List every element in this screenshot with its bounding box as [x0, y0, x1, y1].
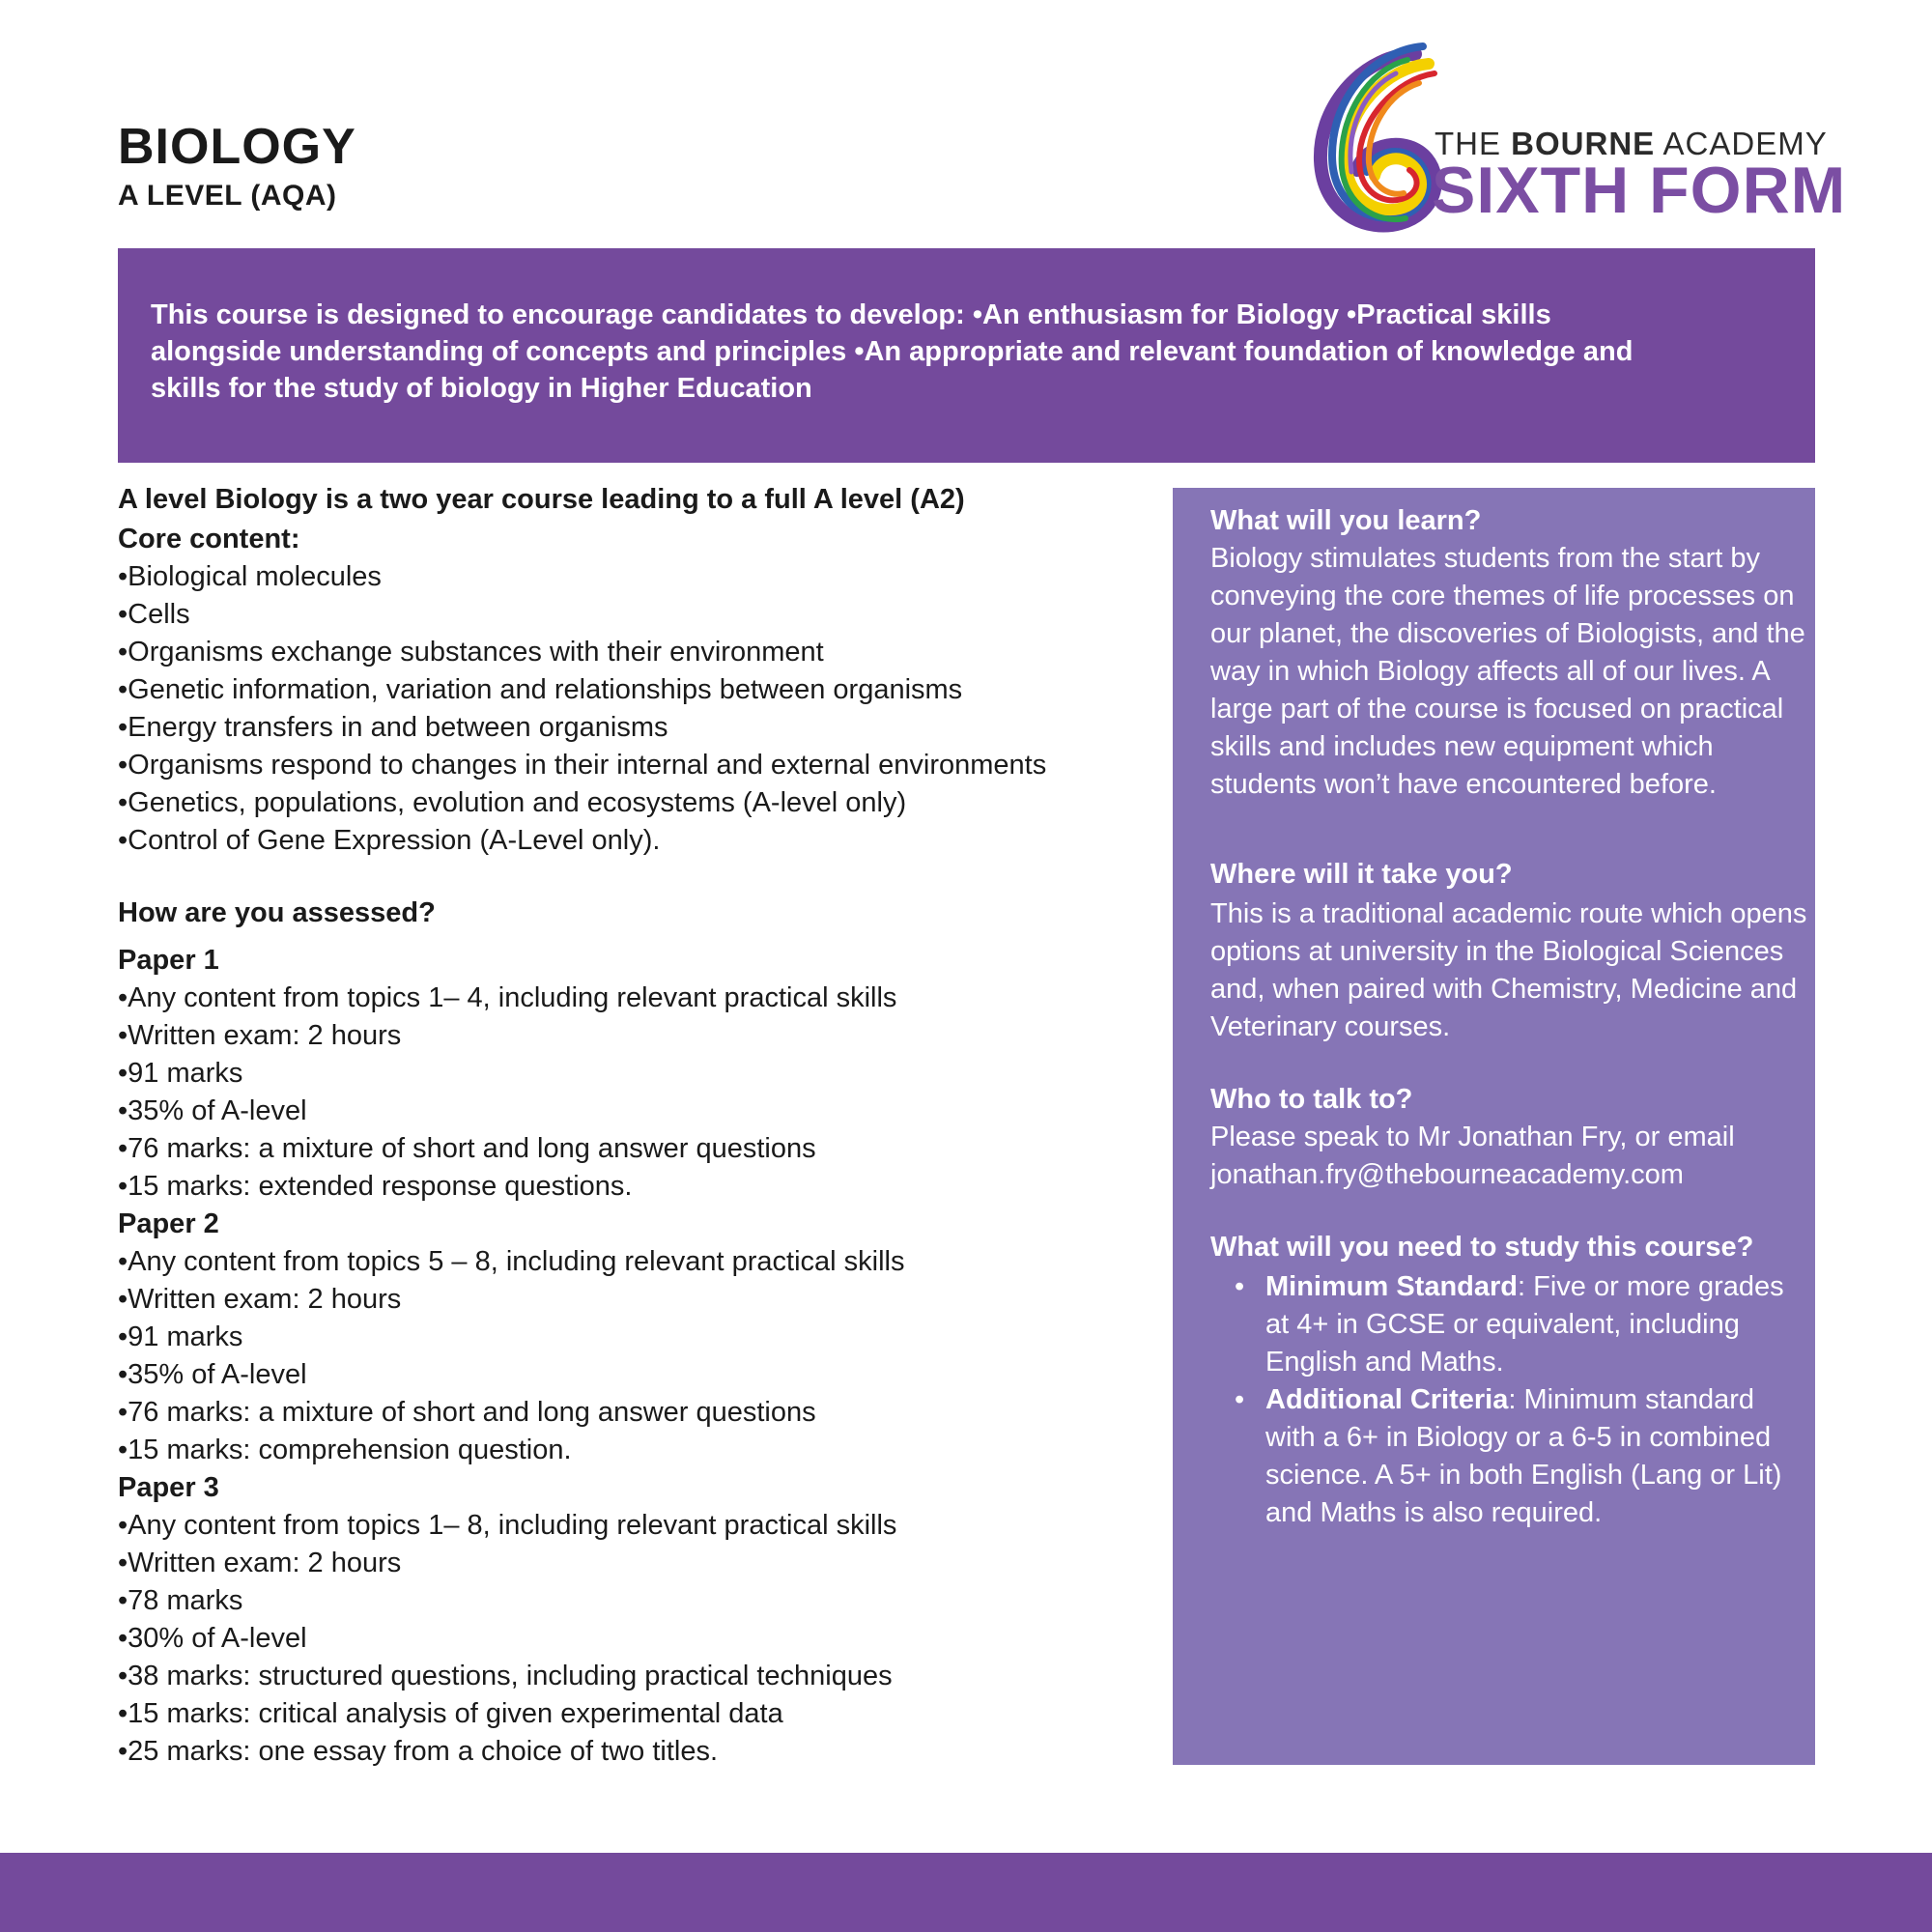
- list-item: • Minimum Standard: Five or more grades at 4+ in GCSE or equivalent, including English and Maths.: [1265, 1268, 1809, 1381]
- paper-3-section: [118, 1469, 1161, 1771]
- list-item: •Biological molecules: [118, 561, 382, 592]
- list-item: •15 marks: extended response questions.: [118, 1171, 633, 1202]
- contact-section: [1210, 1081, 1809, 1194]
- core-content-heading: Core content:: [118, 524, 300, 554]
- logo-academy-name: THE BOURNE ACADEMY: [1435, 126, 1828, 161]
- bullet-icon: •: [1235, 1271, 1245, 1302]
- paper-title: Paper 3: [118, 1472, 219, 1503]
- list-item: •38 marks: structured questions, including practical techniques: [118, 1661, 893, 1691]
- contact-heading: Who to talk to?: [1210, 1084, 1413, 1115]
- list-item: •35% of A-level: [118, 1359, 307, 1390]
- list-item: •Any content from topics 1– 4, including relevant practical skills: [118, 982, 897, 1013]
- learn-section: [1210, 502, 1809, 804]
- info-sidebar: [1173, 488, 1815, 1765]
- paper-title: Paper 2: [118, 1208, 219, 1239]
- list-item: •76 marks: a mixture of short and long answer questions: [118, 1397, 816, 1428]
- list-item: •Energy transfers in and between organisms: [118, 712, 668, 743]
- list-item: •Organisms respond to changes in their internal and external environments: [118, 750, 1047, 781]
- list-item: • Additional Criteria: Minimum standard with a 6+ in Biology or a 6-5 in combined science. A 5+ in both English (Lang or Lit) and Maths is also required.: [1265, 1381, 1809, 1532]
- list-item: •Control of Gene Expression (A-Level only).: [118, 825, 661, 856]
- footer-bar: [0, 1853, 1932, 1932]
- course-details: [118, 481, 1161, 1771]
- contact-email-link[interactable]: jonathan.fry@thebourneacademy.com: [1210, 1159, 1684, 1190]
- learn-text: Biology stimulates students from the start by conveying the core themes of life processes on our planet, the discoveries of Biologists, and the way in which Biology affects all of our lives. A large part of the course is focused on practical skills and includes new equipment which students won’t have encountered before.: [1210, 543, 1805, 800]
- list-item: •Any content from topics 1– 8, including relevant practical skills: [118, 1510, 897, 1541]
- list-item: •30% of A-level: [118, 1623, 307, 1654]
- list-item: •Written exam: 2 hours: [118, 1020, 402, 1051]
- qualification-subtitle: A LEVEL (AQA): [118, 180, 337, 212]
- intro-text: This course is designed to encourage candidates to develop: •An enthusiasm for Biology •Practical skills alongside understanding of concepts and principles •An appropriate and relevant foundation of knowledge and skills for the study of biology in Higher Education: [151, 299, 1634, 404]
- paper-2-section: [118, 1206, 1161, 1469]
- list-item: •25 marks: one essay from a choice of two titles.: [118, 1736, 719, 1767]
- list-item: •78 marks: [118, 1585, 243, 1616]
- sixth-form-logo: [1299, 35, 1847, 242]
- list-item: •Written exam: 2 hours: [118, 1548, 402, 1578]
- paper-1-section: [118, 942, 1161, 1206]
- paper-title: Paper 1: [118, 945, 219, 976]
- list-item: •Any content from topics 5 – 8, including relevant practical skills: [118, 1246, 905, 1277]
- list-item: •35% of A-level: [118, 1095, 307, 1126]
- page-title: BIOLOGY: [118, 119, 356, 175]
- list-item: •Organisms exchange substances with their environment: [118, 637, 824, 668]
- requirements-heading: What will you need to study this course?: [1210, 1232, 1754, 1263]
- list-item: •Genetic information, variation and relationships between organisms: [118, 674, 963, 705]
- list-item: •15 marks: critical analysis of given experimental data: [118, 1698, 783, 1729]
- course-lead: A level Biology is a two year course leading to a full A level (A2): [118, 484, 965, 515]
- list-item: •Cells: [118, 599, 190, 630]
- logo-sixth-form: SIXTH FORM: [1432, 154, 1847, 227]
- list-item: •91 marks: [118, 1321, 243, 1352]
- list-item: •76 marks: a mixture of short and long answer questions: [118, 1133, 816, 1164]
- requirements-list: [1210, 1268, 1809, 1532]
- intro-banner: [118, 248, 1815, 463]
- learn-heading: What will you learn?: [1210, 505, 1482, 536]
- bullet-icon: •: [1235, 1384, 1245, 1415]
- assessment-heading: How are you assessed?: [118, 897, 436, 928]
- where-text: This is a traditional academic route which opens options at university in the Biological Sciences and, when paired with Chemistry, Medicine and Veterinary courses.: [1210, 898, 1807, 1042]
- where-section: [1210, 856, 1809, 1046]
- where-heading: Where will it take you?: [1210, 859, 1513, 890]
- requirements-section: [1210, 1229, 1809, 1532]
- list-item: •15 marks: comprehension question.: [118, 1435, 572, 1465]
- list-item: •91 marks: [118, 1058, 243, 1089]
- list-item: •Genetics, populations, evolution and ecosystems (A-level only): [118, 787, 907, 818]
- core-content-list: [118, 558, 1161, 860]
- contact-text: Please speak to Mr Jonathan Fry, or email: [1210, 1122, 1735, 1152]
- list-item: •Written exam: 2 hours: [118, 1284, 402, 1315]
